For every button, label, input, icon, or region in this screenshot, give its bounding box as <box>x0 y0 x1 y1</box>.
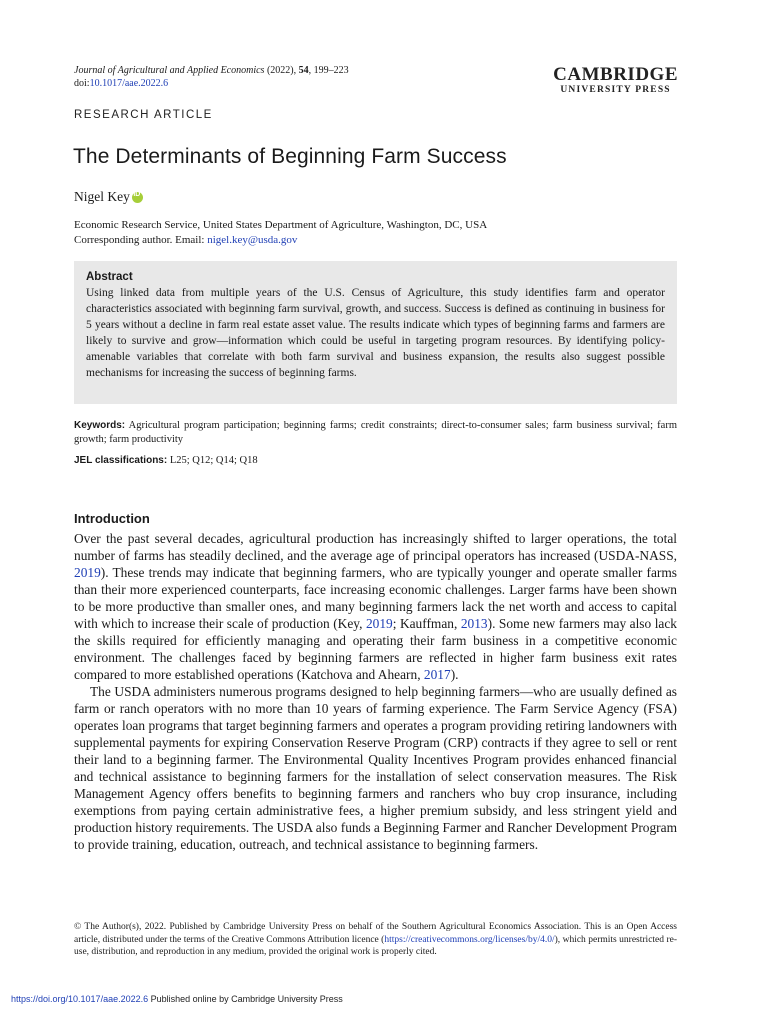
logo-cambridge-text: CAMBRIDGE <box>553 64 678 85</box>
footer-published: Published online by Cambridge University Press <box>148 994 343 1004</box>
license-link[interactable]: https://creativecommons.org/licenses/by/4.0/ <box>384 934 555 945</box>
journal-pages: , 199–223 <box>308 65 349 76</box>
page-footer <box>11 994 343 1004</box>
author-name: Nigel Key <box>74 189 130 204</box>
corresponding-author <box>74 233 487 248</box>
author-line <box>74 189 143 205</box>
text-run: ). Some new farmers may also lack the skills required for efficiently managing and operating their farm business in a competitive economic environment. The challenges faced by beginning farmers are reflected in higher farm business exit rates compared to more established operations (Katchova and Ahearn, <box>74 616 677 682</box>
keywords-text: Agricultural program participation; beginning farms; credit constraints; direct-to-consumer sales; farm business survival; farm growth; farm productivity <box>74 420 677 445</box>
license-text: © The Author(s), 2022. Published by Cambridge University Press on behalf of the Southern Agricultural Economics Association. This is an Open Access article, distributed under the terms of the Creative Commons Attribution licence ( <box>74 922 677 945</box>
journal-name: Journal of Agricultural and Applied Economics <box>74 65 265 76</box>
journal-citation <box>74 64 349 90</box>
paragraph <box>74 530 677 683</box>
journal-year: (2022), <box>264 65 299 76</box>
abstract-heading: Abstract <box>86 271 133 283</box>
jel-label: JEL classifications: <box>74 455 168 466</box>
jel-text: L25; Q12; Q14; Q18 <box>167 455 258 466</box>
doi-prefix: doi: <box>74 78 90 89</box>
cambridge-logo <box>553 66 678 96</box>
citation-link[interactable]: 2019 <box>74 565 101 580</box>
license-notice <box>74 921 677 959</box>
introduction-heading: Introduction <box>74 511 150 526</box>
orcid-icon[interactable] <box>132 192 143 203</box>
affiliation: Economic Research Service, United States Department of Agriculture, Washington, DC, USA <box>74 219 488 231</box>
keywords <box>74 419 677 447</box>
abstract-text: Using linked data from multiple years of the U.S. Census of Agriculture, this study identifies farm and operator characteristics associated with beginning farm survival, growth, and success. Success is defined as continuing in business for 5 years without a decline in farm real estate asset value. The results indicate which types of beginning farms and farmers are likely to survive and grow—information which could be useful in targeting program resources. By identifying policy-amenable variables that correlate with both farm survival and business expansion, the results also suggest possible mechanisms for increasing the success of beginning farms. <box>86 287 665 379</box>
corresponding-label: Corresponding author. Email: <box>74 234 208 246</box>
text-run: ; Kauffman, <box>392 616 461 631</box>
keywords-label: Keywords: <box>74 420 126 431</box>
article-title: The Determinants of Beginning Farm Success <box>73 145 507 168</box>
citation-link[interactable]: 2017 <box>423 667 451 682</box>
citation-link[interactable]: 2019 <box>365 616 393 631</box>
text-run: ). These trends may indicate that beginning farmers, who are typically younger and operate smaller farms than their more experienced counterparts, face increasing economic challenges. Larger farms have been shown to be more productive than smaller ones, and many beginning farmers lack the net worth and access to capital with which to increase their scale of production (Key, <box>74 565 677 631</box>
footer-doi-link[interactable]: https://doi.org/10.1017/aae.2022.6 <box>11 994 149 1004</box>
introduction-body <box>74 530 677 853</box>
license-text: ), which permits unrestricted re-use, distribution, and reproduction in any medium, provided the original work is properly cited. <box>74 934 677 957</box>
logo-university-press-text: UNIVERSITY PRESS <box>560 85 671 95</box>
text-run: Over the past several decades, agricultural production has increasingly shifted to larger operations, the total number of farms has steadily declined, and the average age of principal operators has increased (USDA-NASS, <box>74 531 677 563</box>
email-link[interactable]: nigel.key@usda.gov <box>207 234 298 246</box>
affiliation-block <box>74 218 487 248</box>
article-type: RESEARCH ARTICLE <box>74 109 213 121</box>
text-run: ). <box>450 667 459 682</box>
jel-classifications <box>74 454 258 468</box>
doi-link[interactable]: 10.1017/aae.2022.6 <box>89 78 169 89</box>
journal-volume: 54 <box>298 65 309 76</box>
paragraph: The USDA administers numerous programs designed to help beginning farmers—who are usually defined as farm or ranch operators with no more than 10 years of farming experience. The Farm Service Agency (FSA) operates loan programs that target beginning farmers and operates a program providing retiring landowners with supplemental payments for expiring Conservation Reserve Program (CRP) contracts if they agree to sell or rent their land to a beginning farmer. The Environmental Quality Incentives Program provides enhanced financial and technical assistance to beginning farmers for the installation of select conservation measures. The Risk Management Agency offers benefits to beginning farmers and ranchers who buy crop insurance, including exemptions from paying certain administrative fees, a higher premium subsidy, and less stringent yield and production history requirements. The USDA also funds a Beginning Farmer and Rancher Development Program to provide training, education, outreach, and technical assistance to beginning farmers. <box>74 684 677 852</box>
abstract-box <box>74 261 677 404</box>
citation-link[interactable]: 2013 <box>460 616 488 631</box>
